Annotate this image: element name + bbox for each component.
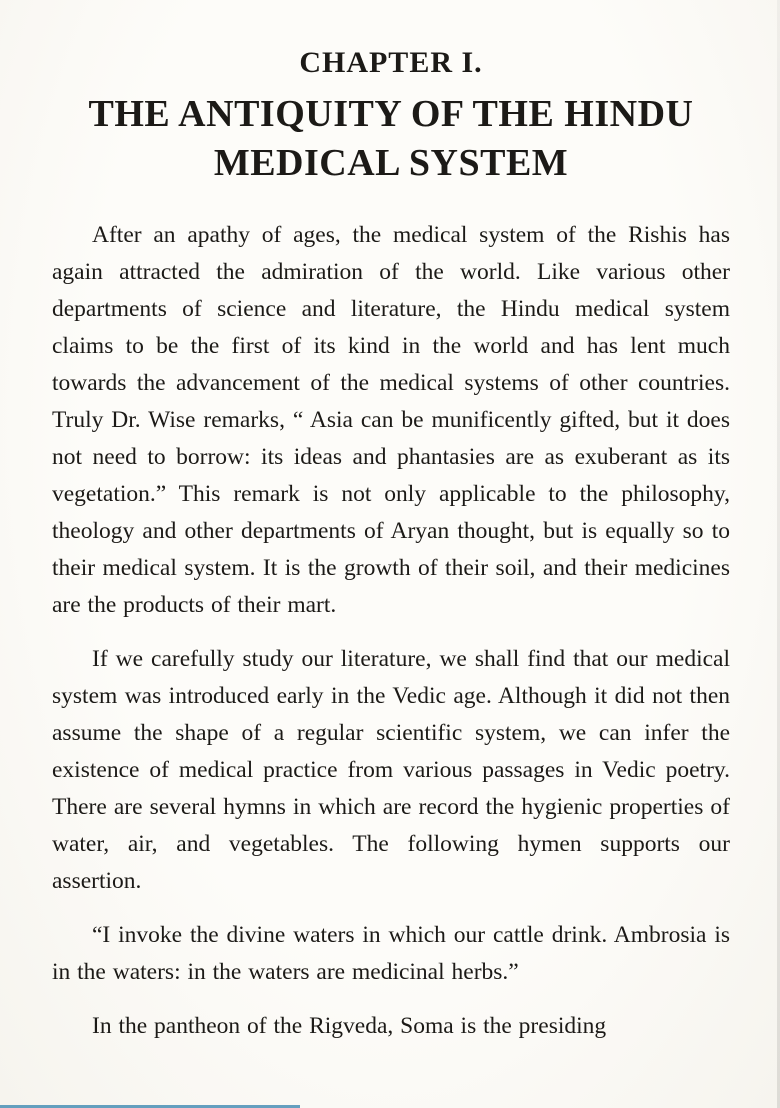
paragraph-1: After an apathy of ages, the medical system of the Rishis has again attracted the admiration of the world. Like various other departments of science and literature, the Hindu medical system claims to be the first of its kind in the world and has lent much towards the advancement of the medical systems of other countries. Truly Dr. Wise remarks, “ Asia can be munificently gifted, but it does not need to borrow: its ideas and phantasies are as exuberant as its vegetation.” This remark is not only applicable to the philosophy, theology and other departments of Aryan thought, but is equally so to their medical system. It is the growth of their soil, and their medicines are the products of their mart. <box>52 222 730 619</box>
page-title-line-2: MEDICAL SYSTEM <box>213 141 569 184</box>
paragraph-2: If we carefully study our literature, we shall find that our medical system was introduced early in the Vedic age. Although it did not then assume the shape of a regular scientific system, we can infer the existence of medical practice from various passages in Vedic poetry. There are several hymns in which are record the hygienic properties of water, air, and vegetables. The following hymen supports our assertion. <box>52 646 730 895</box>
page-title <box>61 90 721 187</box>
chapter-heading: CHAPTER I. <box>299 46 483 79</box>
paragraph-4: In the pantheon of the Rigveda, Soma is the presiding <box>92 1013 607 1040</box>
paragraph-3-quote: “I invoke the divine waters in which our cattle drink. Ambrosia is in the waters: in the waters are medicinal herbs.” <box>52 922 730 986</box>
page-title-line-1: THE ANTIQUITY OF THE HINDU <box>88 93 694 135</box>
